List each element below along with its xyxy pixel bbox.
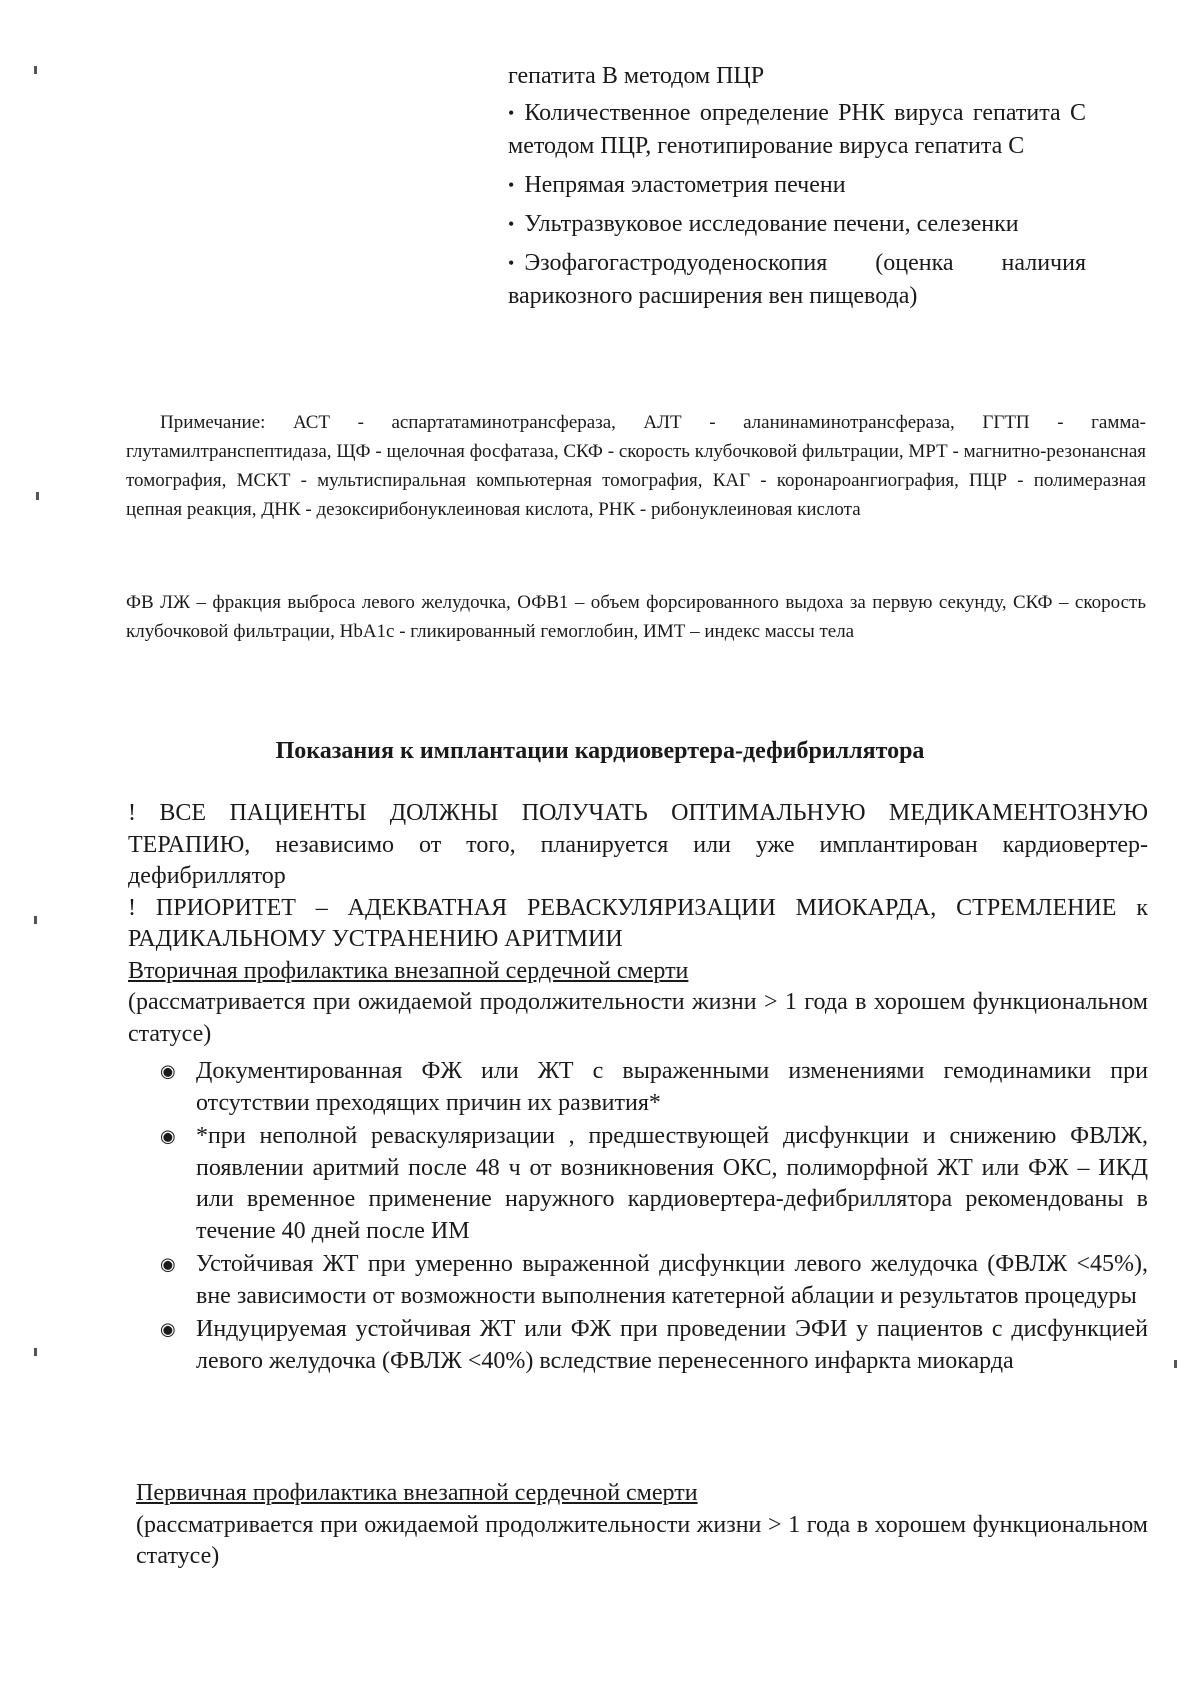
- bullet-icon: ◉: [160, 1061, 176, 1081]
- priority-paragraph: ! ПРИОРИТЕТ – АДЕКВАТНАЯ РЕВАСКУЛЯРИЗАЦИИ МИОКАРДА, СТРЕМЛЕНИЕ к РАДИКАЛЬНОМУ УСТРАНЕНИЮ АРИТМИИ: [128, 894, 1148, 952]
- list-item: • Эзофагогастродуоденоскопия (оценка наличия варикозного расширения вен пищевода): [508, 247, 1086, 313]
- bullet-icon: •: [508, 214, 515, 234]
- section-title: Показания к имплантации кардиовертера-дефибриллятора: [275, 738, 925, 764]
- primary-section: [136, 1478, 1148, 1573]
- list-item: гепатита В методом ПЦР: [508, 63, 765, 89]
- list-item: • Количественное определение РНК вируса гепатита С методом ПЦР, генотипирование вируса гепатита С: [508, 97, 1086, 163]
- scan-mark: [34, 66, 37, 74]
- scan-mark: [36, 492, 39, 500]
- secondary-heading: Вторичная профилактика внезапной сердечной смерти: [128, 957, 689, 984]
- scan-mark: [1174, 1360, 1177, 1368]
- scan-mark: [34, 1348, 37, 1356]
- warning-paragraph: ! ВСЕ ПАЦИЕНТЫ ДОЛЖНЫ ПОЛУЧАТЬ ОПТИМАЛЬНУЮ МЕДИКАМЕНТОЗНУЮ ТЕРАПИЮ, независимо от того, планируется или уже имплантирован кардиовертер-дефибриллятор: [128, 800, 1148, 889]
- bullet-icon: ◉: [160, 1126, 176, 1146]
- primary-condition: (рассматривается при ожидаемой продолжительности жизни > 1 года в хорошем функциональном статусе): [136, 1511, 1148, 1569]
- list-item: • Непрямая эластометрия печени: [508, 169, 1086, 202]
- main-content: [128, 798, 1148, 1379]
- list-item: • Ультразвуковое исследование печени, селезенки: [508, 208, 1086, 241]
- abbreviations-note: Примечание: АСТ - аспартатаминотрансфераза, АЛТ - аланинаминотрансфераза, ГГТП - гамма- глутамилтранспептидаза, ЩФ - щелочная фосфатаза, СКФ - скорость клубочковой фильтрации, МРТ - магнитно-резонансная томография, МСКТ - мультиспиральная компьютерная томография, КАГ - коронароангиография, ПЦР - полимеразная цепная реакция, ДНК - дезоксирибонуклеиновая кислота, РНК - рибонуклеиновая кислота: [126, 412, 1146, 520]
- secondary-list: [128, 1056, 1148, 1377]
- scan-mark: [34, 916, 37, 924]
- list-item: ◉ Индуцируемая устойчивая ЖТ или ФЖ при проведении ЭФИ у пациентов с дисфункцией левого желудочка (ФВЛЖ <40%) вследствие перенесенного инфаркта миокарда: [160, 1316, 1148, 1374]
- list-item: ◉ Документированная ФЖ или ЖТ с выраженными изменениями гемодинамики при отсутствии преходящих причин их развития*: [160, 1058, 1148, 1116]
- bullet-icon: ◉: [160, 1319, 176, 1339]
- bullet-icon: •: [508, 253, 515, 273]
- diagnostics-list: [508, 60, 1086, 319]
- list-item: ◉ *при неполной реваскуляризации , предшествующей дисфункции и снижению ФВЛЖ, появлении аритмий после 48 ч от возникновения ОКС, полиморфной ЖТ или ФЖ – ИКД или временное применение наружного кардиовертера-дефибриллятора рекомендованы в течение 40 дней после ИМ: [160, 1123, 1148, 1244]
- bullet-icon: •: [508, 103, 515, 123]
- secondary-condition: (рассматривается при ожидаемой продолжительности жизни > 1 года в хорошем функциональном статусе): [128, 989, 1148, 1047]
- abbreviations-list: ФВ ЛЖ – фракция выброса левого желудочка, ОФВ1 – объем форсированного выдоха за первую секунду, СКФ – скорость клубочковой фильтрации, HbA1c - гликированный гемоглобин, ИМТ – индекс массы тела: [126, 592, 1146, 642]
- bullet-icon: ◉: [160, 1254, 176, 1274]
- bullet-icon: •: [508, 175, 515, 195]
- list-item: ◉ Устойчивая ЖТ при умеренно выраженной дисфункции левого желудочка (ФВЛЖ <45%), вне зависимости от возможности выполнения катетерной аблации и результатов процедуры: [160, 1251, 1148, 1309]
- primary-heading: Первичная профилактика внезапной сердечной смерти: [136, 1480, 698, 1506]
